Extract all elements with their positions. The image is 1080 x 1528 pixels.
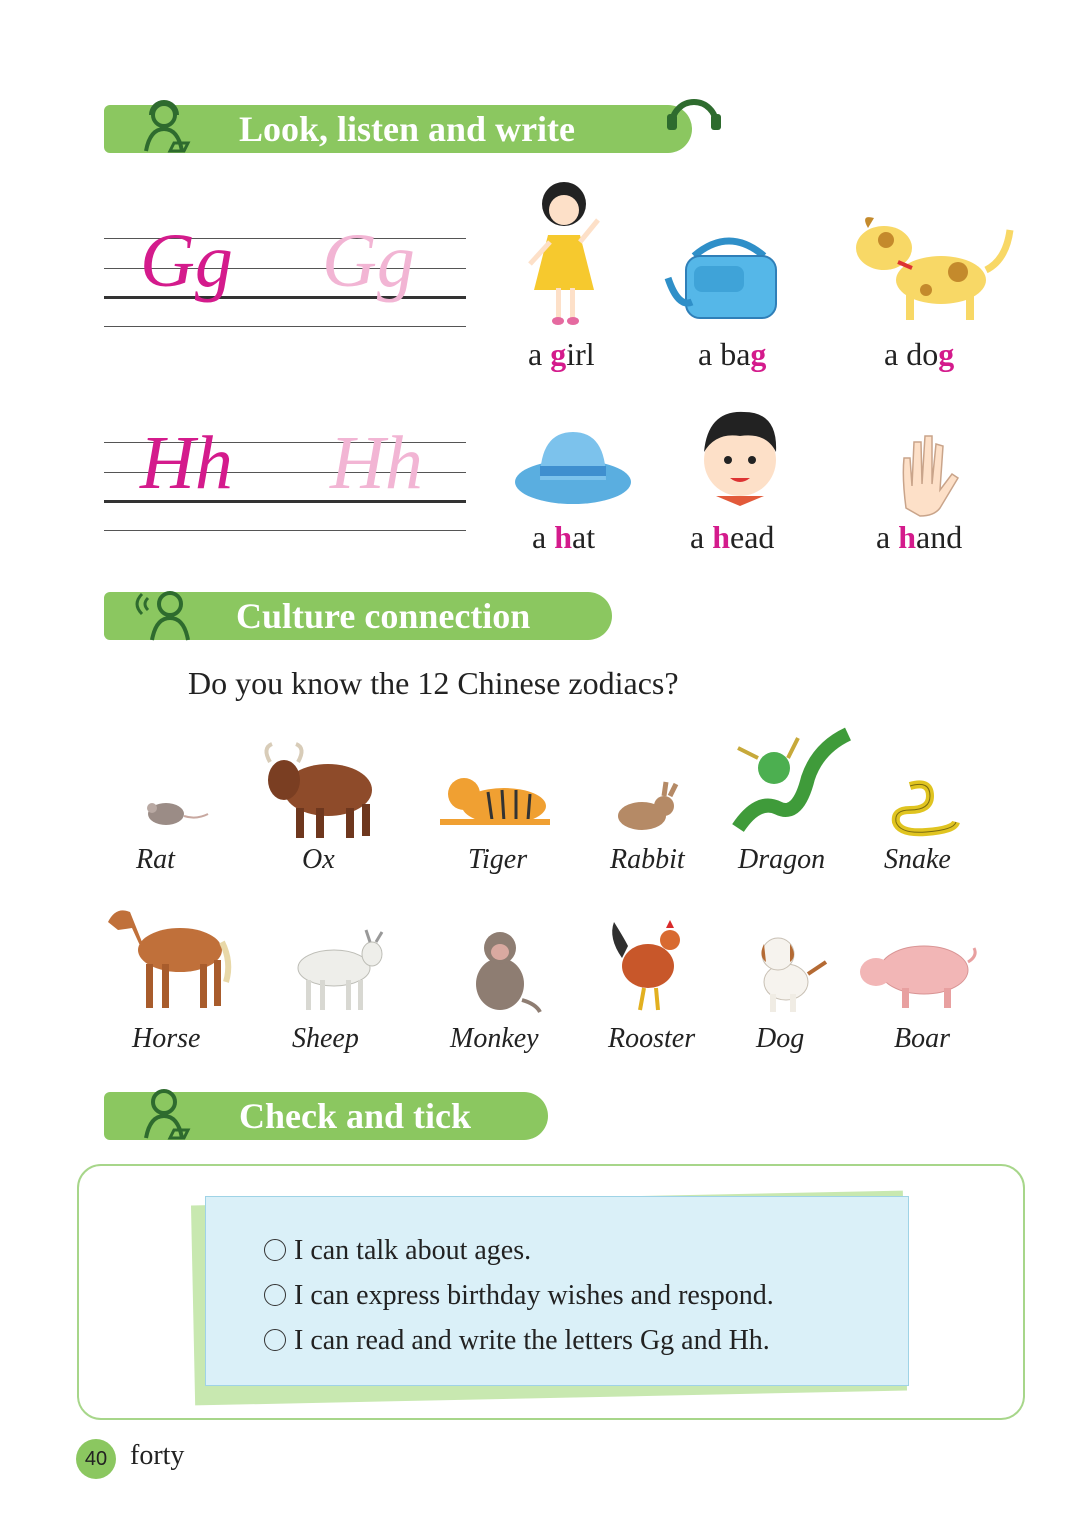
- rabbit-icon: [612, 782, 680, 832]
- letter-trace-g[interactable]: [322, 218, 415, 305]
- zodiac-label-sheep: Sheep: [292, 1023, 359, 1054]
- zodiac-label-monkey: Monkey: [450, 1023, 539, 1054]
- section-title: Look, listen and write: [239, 109, 576, 149]
- check-item[interactable]: I can express birthday wishes and respond.: [264, 1280, 774, 1312]
- trace-lower-g: g: [376, 219, 415, 303]
- dragon-icon: [728, 728, 854, 840]
- check-item[interactable]: I can read and write the letters Gg and Hh.: [264, 1325, 770, 1357]
- page-number-badge: 40: [76, 1439, 116, 1479]
- horse-icon: [106, 898, 232, 1012]
- section-title: Check and tick: [239, 1096, 472, 1136]
- zodiac-label-ox: Ox: [302, 844, 335, 875]
- trace-lower-h: h: [384, 421, 423, 505]
- letter-model-g: [140, 218, 233, 305]
- monkey-icon: [470, 930, 542, 1012]
- zodiac-label-dragon: Dragon: [738, 844, 826, 875]
- dog-zodiac-icon: [750, 934, 828, 1012]
- hand-icon: [886, 428, 970, 510]
- rooster-icon: [608, 918, 688, 1012]
- tiger-icon: [438, 770, 556, 832]
- zodiac-label-rabbit: Rabbit: [610, 844, 685, 875]
- girl-icon: [520, 180, 610, 335]
- word-dog: a dog: [884, 336, 955, 372]
- word-bag: a bag: [698, 336, 767, 372]
- tick-circle-icon[interactable]: [264, 1329, 286, 1351]
- letter-upper-g: G: [140, 219, 195, 303]
- tick-circle-icon[interactable]: [264, 1284, 286, 1306]
- letter-lower-g: g: [194, 219, 233, 303]
- zodiac-label-horse: Horse: [132, 1023, 201, 1054]
- zodiac-label-snake: Snake: [884, 844, 951, 875]
- speaker-person-icon: [134, 584, 198, 644]
- letter-model-h: [140, 420, 233, 507]
- letter-trace-h[interactable]: [330, 420, 423, 507]
- check-note: [205, 1196, 909, 1386]
- boar-icon: [858, 934, 978, 1010]
- listener-icon: [134, 97, 198, 157]
- ox-icon: [258, 742, 376, 840]
- hat-icon: [512, 428, 634, 510]
- section-title: Culture connection: [236, 596, 531, 636]
- zodiac-label-rooster: Rooster: [608, 1023, 696, 1054]
- rat-icon: [140, 796, 210, 828]
- section-banner-culture: [104, 592, 612, 640]
- zodiac-label-dog: Dog: [756, 1023, 805, 1054]
- writer-icon: [134, 1084, 198, 1144]
- word-head: a head: [690, 519, 775, 555]
- tick-circle-icon[interactable]: [264, 1239, 286, 1261]
- section-banner-look-listen-write: [104, 105, 692, 153]
- dog-icon: [846, 210, 1011, 325]
- zodiac-label-rat: Rat: [136, 844, 175, 875]
- trace-upper-h: H: [330, 421, 385, 505]
- zodiac-label-tiger: Tiger: [468, 844, 528, 875]
- page-number-word: forty: [130, 1440, 185, 1471]
- word-hat: a hat: [532, 519, 596, 555]
- headphone-icon[interactable]: [664, 90, 724, 132]
- letter-lower-h: h: [194, 421, 233, 505]
- bag-icon: [664, 236, 794, 326]
- trace-upper-g: G: [322, 219, 377, 303]
- zodiac-label-boar: Boar: [894, 1023, 950, 1054]
- section-banner-check: [104, 1092, 548, 1140]
- check-item[interactable]: I can talk about ages.: [264, 1235, 531, 1267]
- word-girl: a girl: [528, 336, 595, 372]
- letter-upper-h: H: [140, 421, 195, 505]
- question-text: Do you know the 12 Chinese zodiacs?: [188, 665, 679, 701]
- sheep-icon: [292, 930, 388, 1012]
- word-hand: a hand: [876, 519, 963, 555]
- head-icon: [694, 408, 786, 510]
- snake-icon: [892, 778, 958, 836]
